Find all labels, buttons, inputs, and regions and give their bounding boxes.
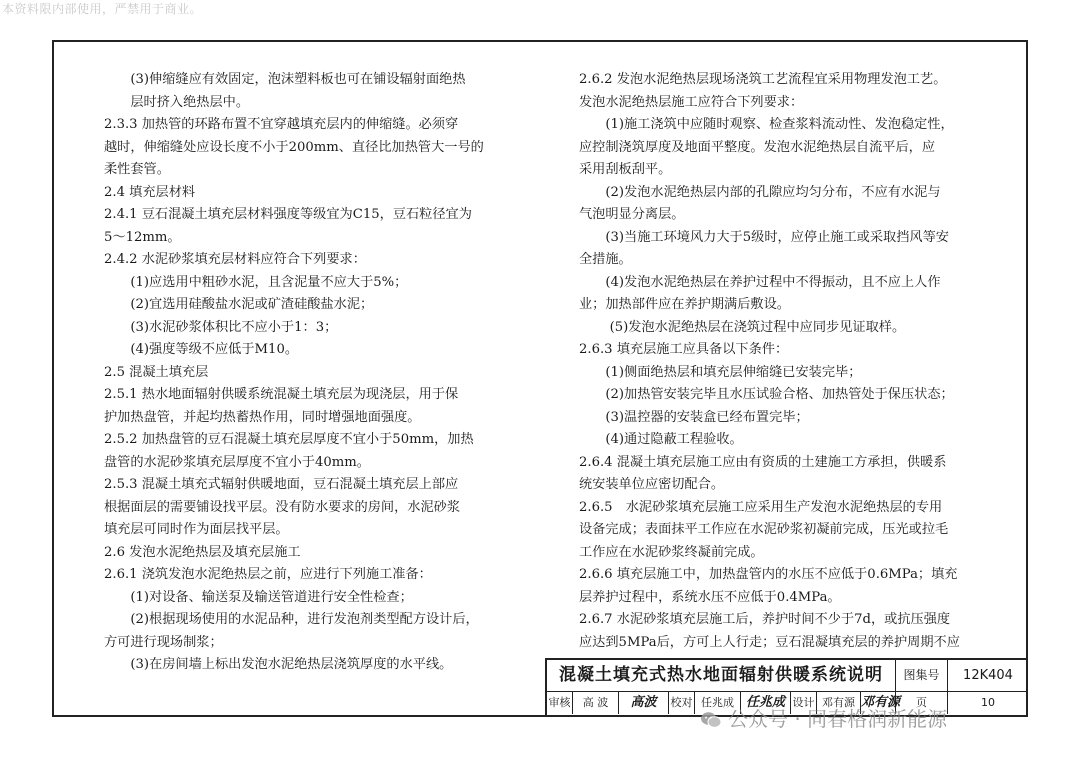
- text-line: 护加热盘管，并起均热蓄热作用，同时增强地面强度。: [104, 409, 421, 425]
- text-line: 2.6.3 填充层施工应具备以下条件：: [579, 342, 789, 357]
- drawing-title: 混凝土填充式热水地面辐射供暖系统说明: [547, 660, 896, 691]
- review-label: 审核: [547, 692, 573, 714]
- text-line: (1)施工浇筑中应随时观察、检查浆料流动性、发泡稳定性，: [579, 117, 954, 132]
- design-label: 设计: [791, 692, 817, 714]
- watermark-bottom-text: 公众号 · 同春格润新能源: [728, 707, 948, 731]
- text-line: 填充层可同时作为面层找平层。: [104, 522, 289, 537]
- text-line: 2.6.6 填充层施工中，加热盘管内的水压不应低于0.6MPa；填充: [579, 567, 958, 582]
- text-line: 柔性套管。: [104, 162, 170, 177]
- atlas-number-label: 图集号: [896, 660, 948, 691]
- text-line: (3)伸缩缝应有效固定，泡沫塑料板也可在铺设辐射面绝热: [104, 72, 466, 87]
- left-text-column: [104, 69, 534, 677]
- atlas-number-value: 12K404: [963, 668, 1013, 683]
- text-line: (3)当施工环境风力大于5级时，应停止施工或采取挡风等安: [579, 229, 949, 245]
- checker-signature: 任兆成: [741, 692, 791, 714]
- text-line: 统安装单位应密切配合。: [579, 477, 725, 492]
- text-line: (1)侧面绝热层和填充层伸缩缝已安装完毕；: [579, 364, 862, 380]
- reviewer-name: 高 波: [573, 692, 619, 714]
- text-line: 2.4.1 豆石混凝土填充层材料强度等级宜为C15，豆石粒径宜为: [104, 207, 472, 222]
- text-line: 气泡明显分离层。: [579, 207, 685, 222]
- text-line: 越时，伸缩缝处应设长度不小于200mm、直径比加热管大一号的: [104, 139, 484, 155]
- designer-name: 邓有源: [817, 692, 861, 714]
- text-line: 2.5.3 混凝土填充式辐射供暖地面，豆石混凝土填充层上部应: [104, 477, 459, 492]
- text-line: (4)发泡水泥绝热层在养护过程中不得振动，且不应上人作: [579, 274, 941, 290]
- text-line: 2.3.3 加热管的环路布置不宜穿越填充层内的伸缩缝。必须穿: [104, 117, 459, 132]
- text-line: 2.6.2 发泡水泥绝热层现场浇筑工艺流程宜采用物理发泡工艺。: [579, 72, 947, 87]
- text-line: (2)加热管安装完毕且水压试验合格、加热管处于保压状态；: [579, 387, 954, 402]
- text-line: (1)对设备、输送泵及输送管道进行安全性检查；: [104, 589, 413, 605]
- text-line: 2.5.1 热水地面辐射供暖系统混凝土填充层为现浇层，用于保: [104, 387, 459, 402]
- text-line: 层养护过程中，系统水压不应低于0.4MPa。: [579, 589, 841, 605]
- text-line: 应控制浇筑厚度及地面平整度。发泡水泥绝热层自流平后，应: [579, 139, 936, 155]
- text-line: 工作应在水泥砂浆终凝前完成。: [579, 544, 764, 560]
- watermark-bottom: [700, 703, 947, 732]
- text-line: 业；加热部件应在养护期满后敷设。: [579, 297, 790, 312]
- text-line: 2.6.5 水泥砂浆填充层施工应采用生产发泡水泥绝热层的专用: [579, 499, 943, 515]
- text-line: 5～12mm。: [104, 229, 181, 245]
- checker-name: 任兆成: [695, 692, 741, 714]
- text-line: 采用刮板刮平。: [579, 162, 672, 177]
- text-line: (2)发泡水泥绝热层内部的孔隙应均匀分布，不应有水泥与: [579, 184, 941, 200]
- page-label: 页: [896, 692, 948, 714]
- title-block-row-main: [545, 658, 1028, 691]
- text-line: 全措施。: [579, 252, 632, 267]
- text-line: (3)温控器的安装盒已经布置完毕；: [579, 409, 809, 425]
- text-line: 设备完成；表面抹平工作应在水泥砂浆初凝前完成，压光或拉毛: [579, 522, 949, 537]
- text-line: (4)强度等级不应低于M10。: [104, 342, 299, 357]
- text-line: (1)应选用中粗砂水泥，且含泥量不应大于5%；: [104, 274, 408, 290]
- designer-signature: 邓有源: [861, 692, 896, 714]
- text-line: 2.6.4 混凝土填充层施工应由有资质的土建施工方承担，供暖系: [579, 454, 947, 470]
- text-line: (5)发泡水泥绝热层在浇筑过程中应同步见证取样。: [579, 319, 906, 335]
- text-line: (3)水泥砂浆体积比不应小于1：3；: [104, 319, 338, 335]
- text-line: 2.4 填充层材料: [104, 184, 196, 200]
- text-line: 层时挤入绝热层中。: [104, 94, 250, 110]
- wechat-icon: [700, 711, 722, 729]
- text-line: (2)根据现场使用的水泥品种，进行发泡剂类型配方设计后，: [104, 612, 479, 627]
- text-line: 2.5.2 加热盘管的豆石混凝土填充层厚度不宜小于50mm，加热: [104, 432, 474, 447]
- text-line: 盘管的水泥砂浆填充层厚度不宜小于40mm。: [104, 454, 370, 470]
- text-line: 2.4.2 水泥砂浆填充层材料应符合下列要求：: [104, 252, 366, 267]
- text-line: 发泡水泥绝热层施工应符合下列要求：: [579, 94, 804, 110]
- reviewer-signature: 高波: [619, 692, 669, 714]
- right-text-column: [579, 69, 1019, 654]
- page-number: 10: [981, 696, 995, 709]
- check-label: 校对: [669, 692, 695, 714]
- text-line: (2)宜选用硅酸盐水泥或矿渣硅酸盐水泥；: [104, 297, 374, 312]
- drawing-frame: [52, 40, 1028, 717]
- text-line: (4)通过隐蔽工程验收。: [579, 432, 743, 447]
- watermark-top-text: 本资料限内部使用，严禁用于商业。: [2, 2, 203, 16]
- text-line: 应达到5MPa后，方可上人行走；豆石混凝填充层的养护周期不应: [579, 634, 960, 650]
- text-line: (3)在房间墙上标出发泡水泥绝热层浇筑厚度的水平线。: [104, 657, 453, 672]
- text-line: 2.5 混凝土填充层: [104, 364, 209, 380]
- text-line: 2.6.7 水泥砂浆填充层施工后，养护时间不少于7d，或抗压强度: [579, 612, 951, 627]
- text-line: 2.6 发泡水泥绝热层及填充层施工: [104, 544, 301, 560]
- text-line: 方可进行现场制浆；: [104, 634, 223, 650]
- text-line: 2.6.1 浇筑发泡水泥绝热层之前，应进行下列施工准备：: [104, 567, 432, 582]
- text-line: 根据面层的需要铺设找平层。没有防水要求的房间，水泥砂浆: [104, 499, 461, 515]
